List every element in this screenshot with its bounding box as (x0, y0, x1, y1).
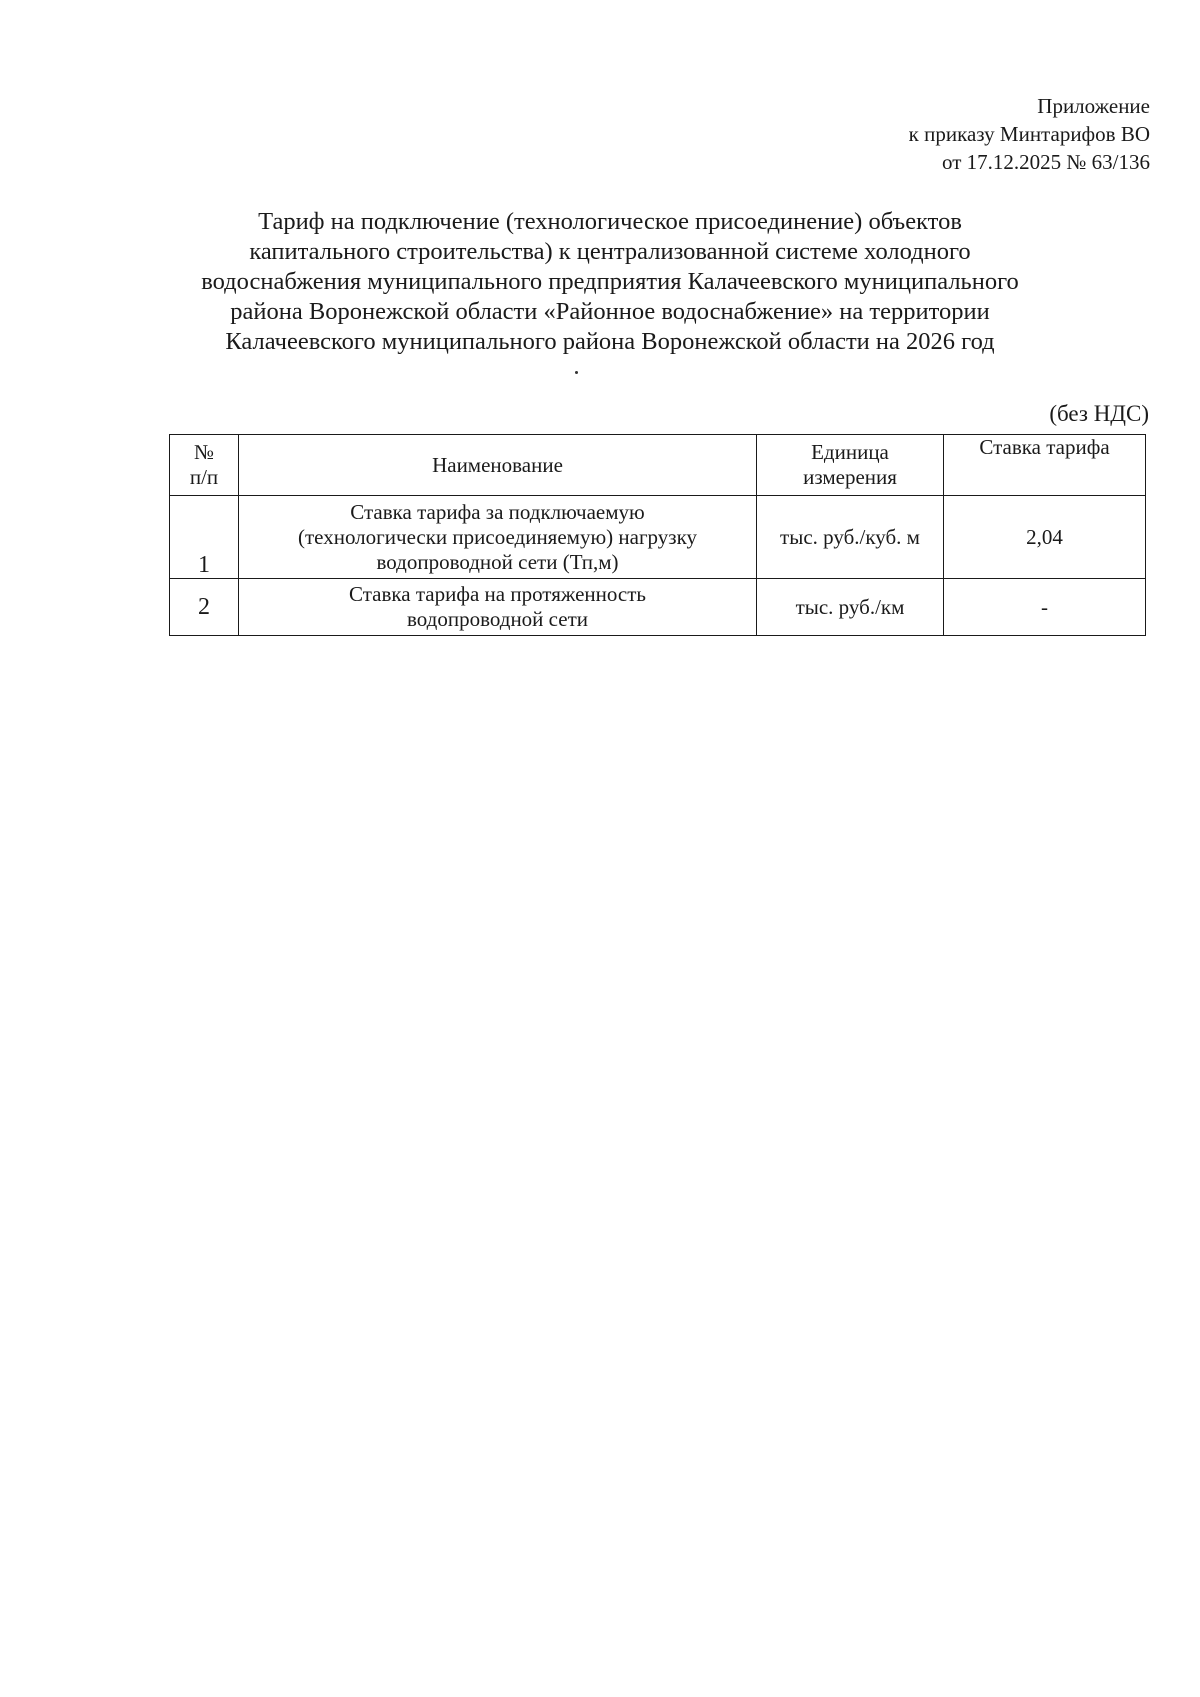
row-name-line-1: Ставка тарифа на протяженность (349, 582, 646, 606)
row-name (239, 496, 757, 579)
title-line-2: капитального строительства) к централизованной системе холодного (249, 238, 971, 265)
table-header-row (170, 435, 1146, 496)
row-name-line-1: Ставка тарифа за подключаемую (350, 499, 645, 524)
title-line-4: района Воронежской области «Районное водоснабжение» на территории (230, 298, 990, 325)
appendix-reference (909, 92, 1150, 176)
header-unit-line-2: измерения (803, 465, 897, 489)
table-row (170, 579, 1146, 636)
row-number: 1 (170, 496, 239, 579)
row-rate: - (944, 579, 1146, 636)
header-number-sign: № (193, 440, 215, 464)
header-name: Наименование (239, 435, 757, 496)
appendix-label: Приложение (1037, 94, 1150, 118)
header-unit (757, 435, 944, 496)
appendix-order-date-number: от 17.12.2025 № 63/136 (941, 150, 1150, 174)
header-number (170, 435, 239, 496)
appendix-order-ref: к приказу Минтарифов ВО (908, 122, 1150, 146)
title-line-1: Тариф на подключение (технологическое присоединение) объектов (258, 208, 962, 235)
row-name-line-2: водопроводной сети (407, 607, 588, 631)
row-rate: 2,04 (944, 496, 1146, 579)
row-name-line-3: водопроводной сети (Тп,м) (376, 549, 619, 574)
header-number-pp: п/п (189, 465, 219, 489)
row-name (239, 579, 757, 636)
vat-note: (без НДС) (1049, 401, 1149, 426)
row-unit: тыс. руб./куб. м (757, 496, 944, 579)
scan-speck (575, 371, 578, 374)
tariff-table (169, 434, 1146, 636)
row-name-line-2: (технологически присоединяемую) нагрузку (298, 524, 697, 549)
row-unit: тыс. руб./км (757, 579, 944, 636)
header-unit-line-1: Единица (811, 440, 889, 464)
title-line-3: водоснабжения муниципального предприятия Калачеевского муниципального (201, 268, 1019, 295)
row-number: 2 (170, 579, 239, 636)
document-title (170, 207, 1050, 357)
table-row (170, 496, 1146, 579)
header-rate: Ставка тарифа (944, 435, 1146, 496)
title-line-5: Калачеевского муниципального района Воронежской области на 2026 год (225, 328, 995, 355)
